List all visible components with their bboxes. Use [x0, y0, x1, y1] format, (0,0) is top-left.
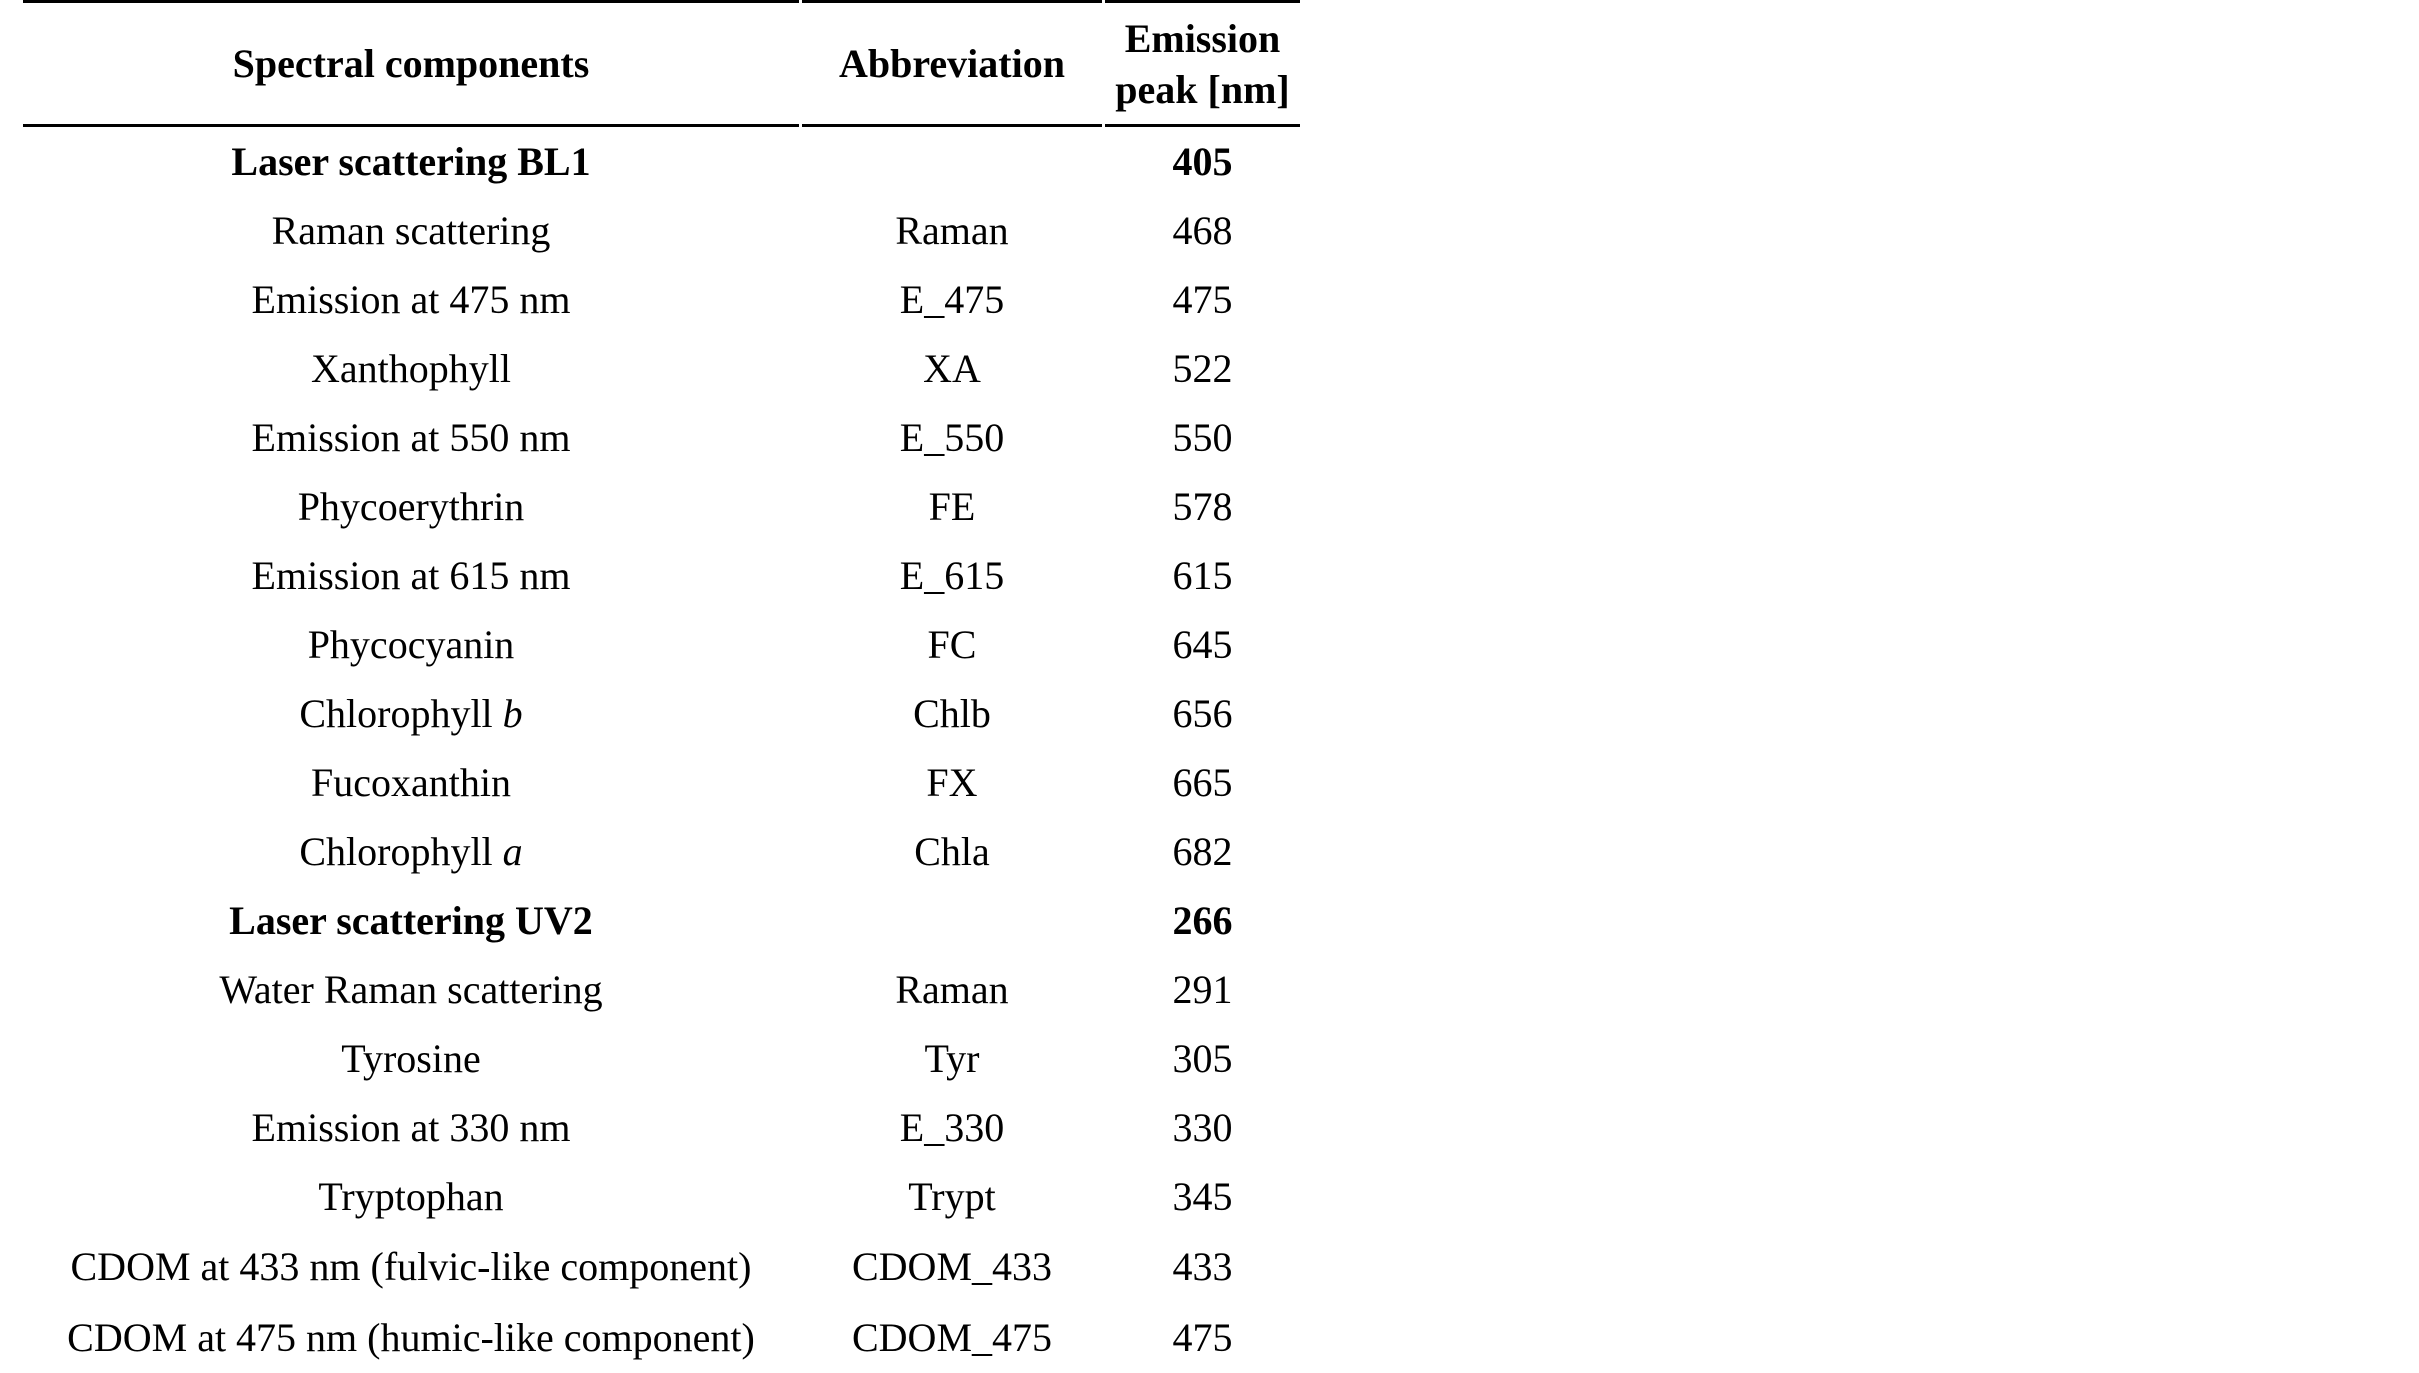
table-row — [23, 679, 1300, 748]
cell-spectral-component: Chlorophyll a — [299, 829, 523, 874]
table-row — [23, 265, 1300, 334]
table-row — [23, 1024, 1300, 1093]
cell-spectral-component: CDOM at 433 nm (fulvic-like component) — [70, 1244, 752, 1289]
header-emission-line2: peak [nm] — [1115, 66, 1290, 112]
cell-abbreviation: Tyr — [924, 1036, 980, 1081]
cell-abbreviation: CDOM_433 — [851, 1244, 1053, 1289]
column-gap-2 — [1102, 0, 1105, 127]
table-row — [23, 1302, 1300, 1373]
table-row — [23, 1093, 1300, 1162]
cell-abbreviation: Trypt — [908, 1174, 996, 1219]
cell-spectral-component: Emission at 475 nm — [251, 277, 571, 322]
cell-emission-peak: 522 — [1172, 346, 1233, 391]
cell-emission-peak: 475 — [1172, 1315, 1233, 1360]
cell-abbreviation: Raman — [895, 967, 1009, 1012]
cell-emission-peak: 405 — [1172, 139, 1233, 184]
cell-emission-peak: 656 — [1172, 691, 1233, 736]
cell-abbreviation: XA — [923, 346, 981, 391]
cell-emission-peak: 682 — [1172, 829, 1233, 874]
cell-abbreviation: E_550 — [899, 415, 1005, 460]
cell-abbreviation: FX — [926, 760, 978, 805]
cell-spectral-component: Chlorophyll b — [299, 691, 523, 736]
cell-spectral-component: Tyrosine — [341, 1036, 481, 1081]
cell-emission-peak: 645 — [1172, 622, 1233, 667]
cell-spectral-component: Raman scattering — [271, 208, 551, 253]
cell-abbreviation: FE — [928, 484, 976, 529]
cell-emission-peak: 468 — [1172, 208, 1233, 253]
cell-abbreviation: Raman — [895, 208, 1009, 253]
table-section-row — [23, 886, 1300, 955]
cell-spectral-component: Emission at 330 nm — [251, 1105, 571, 1150]
cell-emission-peak: 665 — [1172, 760, 1233, 805]
cell-emission-peak: 291 — [1172, 967, 1233, 1012]
cell-spectral-component: Xanthophyll — [311, 346, 511, 391]
cell-abbreviation: FC — [927, 622, 977, 667]
table-section-row — [23, 127, 1300, 196]
cell-abbreviation: Chla — [914, 829, 990, 874]
header-spectral-components: Spectral components — [232, 41, 590, 86]
cell-emission-peak: 330 — [1172, 1105, 1233, 1150]
cell-abbreviation: CDOM_475 — [851, 1315, 1053, 1360]
cell-abbreviation — [802, 886, 1102, 955]
cell-spectral-component: CDOM at 475 nm (humic-like component) — [67, 1315, 755, 1360]
column-gap-1 — [799, 0, 802, 127]
cell-spectral-component: Tryptophan — [318, 1174, 504, 1219]
cell-spectral-component: Phycocyanin — [307, 622, 515, 667]
cell-abbreviation — [802, 127, 1102, 196]
table-row — [23, 817, 1300, 886]
cell-abbreviation: E_615 — [899, 553, 1005, 598]
table-row — [23, 541, 1300, 610]
cell-emission-peak: 615 — [1172, 553, 1233, 598]
cell-emission-peak: 305 — [1172, 1036, 1233, 1081]
table-header — [23, 3, 1300, 124]
table-row — [23, 403, 1300, 472]
cell-abbreviation: E_475 — [899, 277, 1005, 322]
cell-spectral-component: Fucoxanthin — [311, 760, 511, 805]
table-row — [23, 748, 1300, 817]
header-emission-line1: Emission — [1124, 15, 1281, 61]
cell-emission-peak: 475 — [1172, 277, 1233, 322]
cell-abbreviation: Chlb — [913, 691, 991, 736]
cell-emission-peak: 550 — [1172, 415, 1233, 460]
table-row — [23, 955, 1300, 1024]
cell-abbreviation: E_330 — [899, 1105, 1005, 1150]
table-row — [23, 610, 1300, 679]
cell-spectral-component: Laser scattering UV2 — [229, 898, 593, 943]
cell-spectral-component: Water Raman scattering — [219, 967, 603, 1012]
table-row — [23, 1162, 1300, 1231]
cell-emission-peak: 345 — [1172, 1174, 1233, 1219]
table-row — [23, 196, 1300, 265]
cell-emission-peak: 578 — [1172, 484, 1233, 529]
cell-spectral-component: Phycoerythrin — [297, 484, 525, 529]
table-row — [23, 334, 1300, 403]
cell-spectral-component: Emission at 615 nm — [251, 553, 571, 598]
table-body — [23, 127, 1300, 1373]
header-emission-peak — [1105, 3, 1300, 124]
cell-emission-peak: 433 — [1172, 1244, 1233, 1289]
table-row — [23, 472, 1300, 541]
cell-emission-peak: 266 — [1172, 898, 1233, 943]
table-row — [23, 1231, 1300, 1302]
cell-spectral-component: Emission at 550 nm — [251, 415, 571, 460]
header-abbreviation: Abbreviation — [839, 41, 1065, 86]
cell-spectral-component: Laser scattering BL1 — [231, 139, 591, 184]
